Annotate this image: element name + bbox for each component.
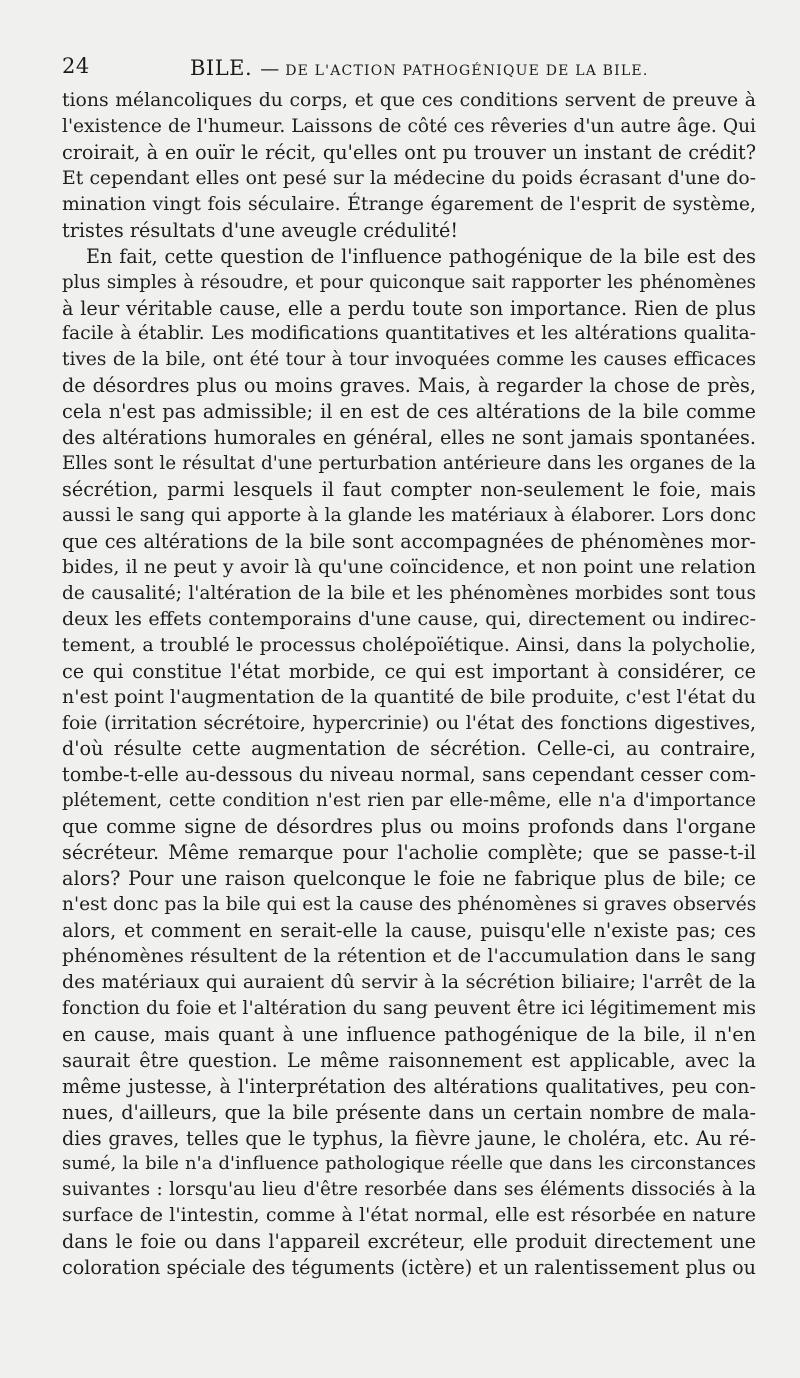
text-line: tions mélancoliques du corps, et que ces conditions servent de preuve à xyxy=(62,90,756,111)
header-separator: — xyxy=(260,58,280,80)
text-line: bides, il ne peut y avoir là qu'une coïncidence, et non point une relation xyxy=(62,555,756,578)
page-number: 24 xyxy=(62,54,90,78)
text-line: plus simples à résoudre, et pour quiconque sait rapporter les phénomènes xyxy=(62,271,756,293)
text-line: n'est donc pas la bile qui est la cause des phénomènes si graves observés xyxy=(62,894,756,916)
text-line: sécréteur. Même remarque pour l'acholie complète; que se passe-t-il xyxy=(62,841,756,865)
text-line: sumé, la bile n'a d'influence pathologique réelle que dans les circonstances xyxy=(62,1153,756,1175)
text-line: coloration spéciale des téguments (ictère) et un ralentissement plus ou xyxy=(62,1256,756,1280)
chapter-title: BILE. xyxy=(190,56,253,80)
text-line: que ces altérations de la bile sont accompagnées de phénomènes mor- xyxy=(62,529,756,553)
text-line: de désordres plus ou moins graves. Mais, à regarder la chose de près, xyxy=(62,374,756,398)
text-line: phénomènes résultent de la rétention et de l'accumulation dans le sang xyxy=(62,944,756,967)
text-line: mination vingt fois séculaire. Étrange égarement de l'esprit de système, xyxy=(62,193,756,215)
text-line: l'existence de l'humeur. Laissons de côté ces rêveries d'un autre âge. Qui xyxy=(62,115,756,137)
body-text xyxy=(62,88,756,1281)
text-line: Et cependant elles ont pesé sur la médecine du poids écrasant d'une do- xyxy=(62,167,756,189)
text-line: de causalité; l'altération de la bile et les phénomènes morbides sont tous xyxy=(62,582,756,604)
text-line: Elles sont le résultat d'une perturbation antérieure dans les organes de la xyxy=(62,453,756,475)
running-head xyxy=(190,56,648,80)
text-line: des matériaux qui auraient dû servir à la sécrétion biliaire; l'arrêt de la xyxy=(62,970,756,993)
text-line: que comme signe de désordres plus ou moins profonds dans l'organe xyxy=(62,815,756,839)
text-line: saurait être question. Le même raisonnement est applicable, avec la xyxy=(62,1048,756,1072)
text-line: tement, a troublé le processus cholépoïétique. Ainsi, dans la polycholie, xyxy=(62,633,756,656)
text-line: des altérations humorales en général, elles ne sont jamais spontanées. xyxy=(62,426,756,450)
text-line: deux les effets contemporains d'une cause, qui, directement ou indirec- xyxy=(62,607,756,630)
text-line: facile à établir. Les modifications quantitatives et les altérations qualita- xyxy=(62,323,756,345)
text-line: croirait, à en ouïr le récit, qu'elles ont pu trouver un instant de crédit? xyxy=(62,140,756,164)
text-line: dies graves, telles que le typhus, la fièvre jaune, le choléra, etc. Au ré- xyxy=(62,1126,756,1150)
text-line: tives de la bile, ont été tour à tour invoquées comme les causes efficaces xyxy=(62,349,756,371)
text-line: en cause, mais quant à une influence pathogénique de la bile, il n'en xyxy=(62,1022,756,1046)
text-line: tombe-t-elle au-dessous du niveau normal, sans cependant cesser com- xyxy=(62,763,756,787)
text-line: n'est point l'augmentation de la quantité de bile produite, c'est l'état du xyxy=(62,685,756,708)
text-line: d'où résulte cette augmentation de sécrétion. Celle-ci, au contraire, xyxy=(62,737,756,761)
section-title: DE L'ACTION PATHOGÉNIQUE DE LA BILE. xyxy=(285,63,649,79)
text-line: ce qui constitue l'état morbide, ce qui est important à considérer, ce xyxy=(62,659,756,683)
text-line: nues, d'ailleurs, que la bile présente dans un certain nombre de mala- xyxy=(62,1100,756,1124)
text-line: aussi le sang qui apporte à la glande les matériaux à élaborer. Lors donc xyxy=(62,505,756,526)
text-line: cela n'est pas admissible; il en est de ces altérations de la bile comme xyxy=(62,400,756,424)
text-line: à leur véritable cause, elle a perdu toute son importance. Rien de plus xyxy=(62,296,756,320)
text-line: alors? Pour une raison quelconque le foie ne fabrique plus de bile; ce xyxy=(62,867,756,891)
paragraph-start-line: En fait, cette question de l'influence pathogénique de la bile est des xyxy=(86,244,756,268)
text-line: tristes résultats d'une aveugle crédulité! xyxy=(62,218,459,242)
text-line: même justesse, à l'interprétation des altérations qualitatives, peu con- xyxy=(62,1074,756,1098)
text-line: sécrétion, parmi lesquels il faut compter non-seulement le foie, mais xyxy=(62,478,756,502)
running-header xyxy=(62,54,756,80)
text-line: surface de l'intestin, comme à l'état normal, elle est résorbée en nature xyxy=(62,1204,756,1227)
text-line: foie (irritation sécrétoire, hypercrinie) ou l'état des fonctions digestives, xyxy=(62,712,756,734)
text-line: dans le foie ou dans l'appareil excréteur, elle produit directement une xyxy=(62,1230,756,1254)
text-line: plétement, cette condition n'est rien par elle-même, elle n'a d'importance xyxy=(62,790,756,812)
text-line: fonction du foie et l'altération du sang peuvent être ici légitimement mis xyxy=(62,997,756,1019)
text-line: alors, et comment en serait-elle la cause, puisqu'elle n'existe pas; ces xyxy=(62,919,756,942)
text-line: suivantes : lorsqu'au lieu d'être resorbée dans ses éléments dissociés à la xyxy=(62,1179,756,1201)
